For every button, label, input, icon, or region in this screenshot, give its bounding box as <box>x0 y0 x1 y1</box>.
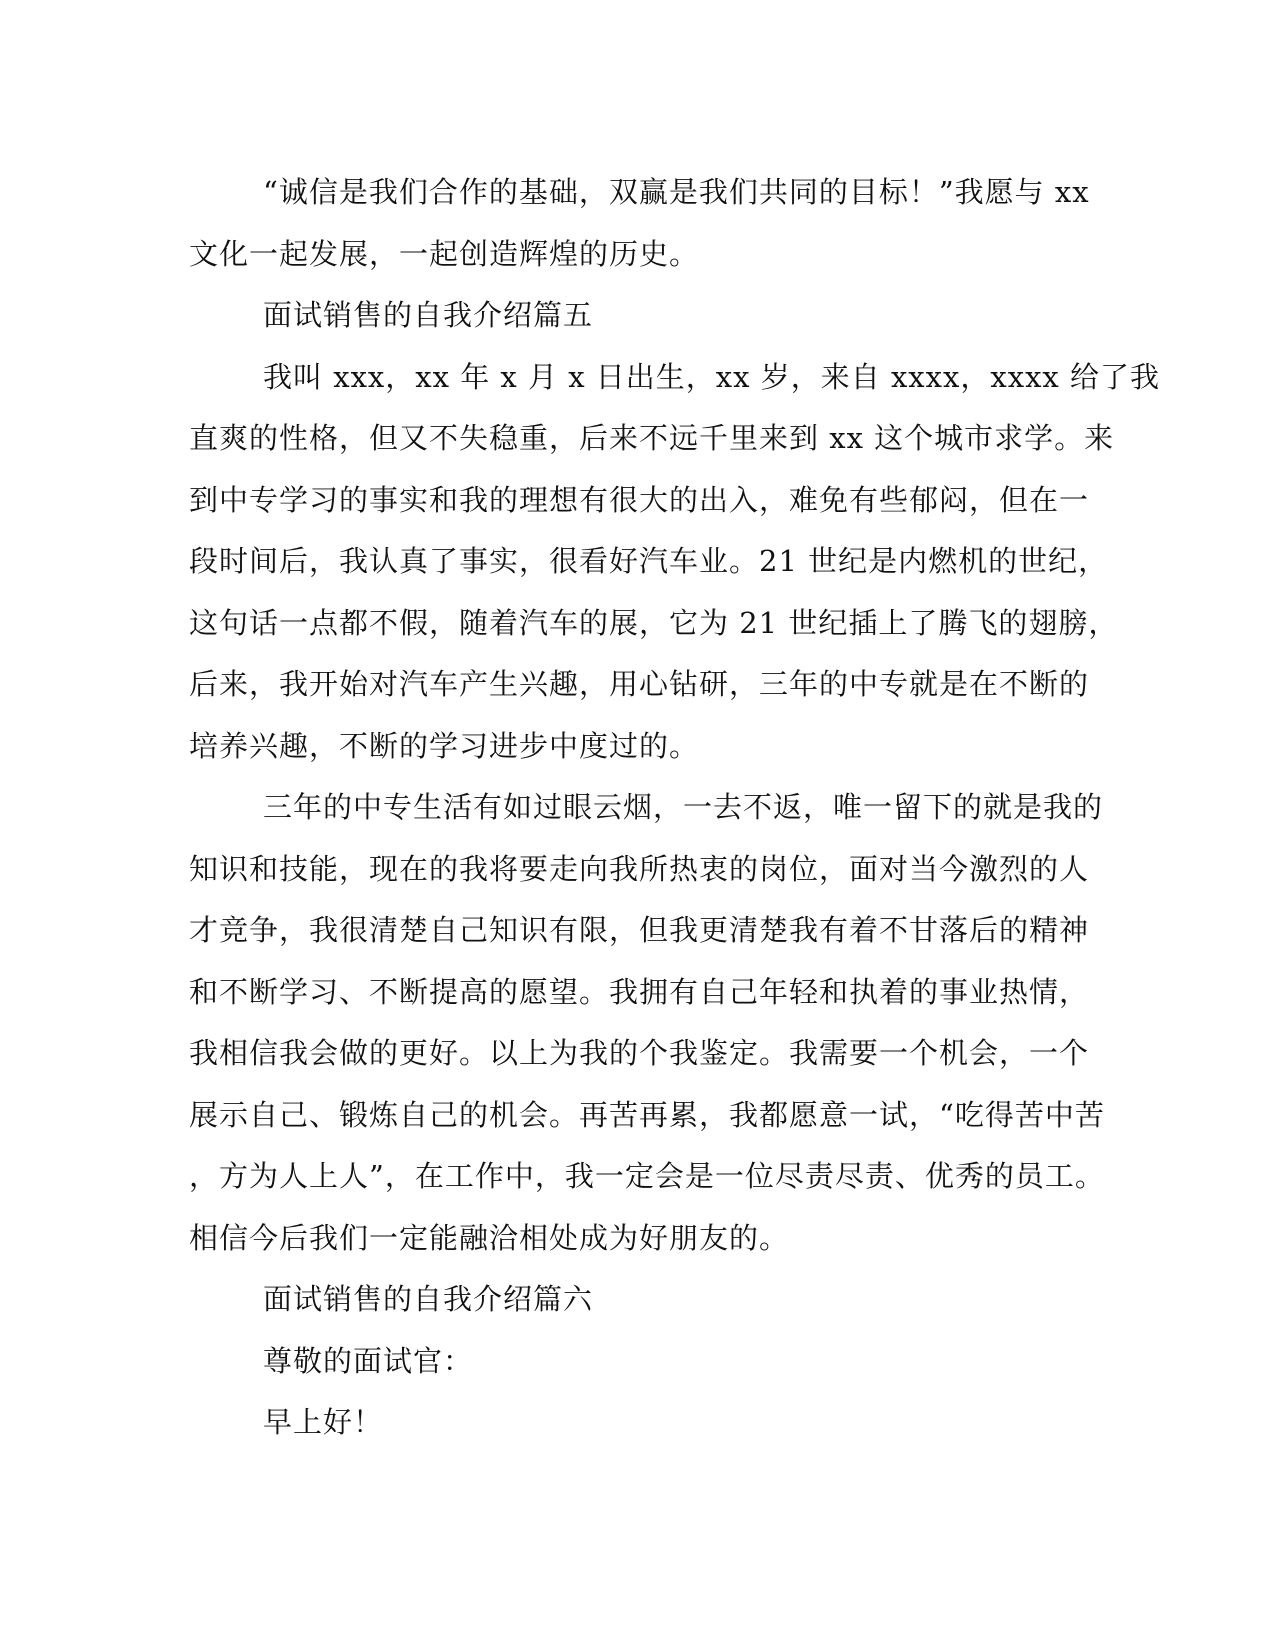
text-line: 和不断学习、不断提高的愿望。我拥有自己年轻和执着的事业热情， <box>189 974 1090 1009</box>
text-line: 我叫 xxx，xx 年 x 月 x 日出生，xx 岁，来自 xxxx，xxxx 给了我 <box>263 359 1160 394</box>
section-heading: 面试销售的自我介绍篇五 <box>263 298 594 332</box>
salutation: 尊敬的面试官： <box>263 1343 474 1378</box>
text-line: 到中专学习的事实和我的理想有很大的出入，难免有些郁闷，但在一 <box>189 482 1090 517</box>
text-line: 才竞争，我很清楚自己知识有限，但我更清楚我有着不甘落后的精神 <box>189 913 1090 947</box>
section-heading: 面试销售的自我介绍篇六 <box>263 1282 594 1316</box>
text-line: 这句话一点都不假，随着汽车的展，它为 21 世纪插上了腾飞的翅膀， <box>189 605 1119 640</box>
text-line: 段时间后，我认真了事实，很看好汽车业。21 世纪是内燃机的世纪， <box>189 544 1109 578</box>
text-line: 培养兴趣，不断的学习进步中度过的。 <box>189 728 700 763</box>
text-line: 知识和技能，现在的我将要走向我所热衷的岗位，面对当今激烈的人 <box>189 851 1090 886</box>
text-line: 直爽的性格，但又不失稳重，后来不远千里来到 xx 这个城市求学。来 <box>189 421 1115 455</box>
text-line: “诚信是我们合作的基础，双赢是我们共同的目标！”我愿与 xx <box>263 175 1090 209</box>
greeting: 早上好！ <box>263 1405 384 1439</box>
text-line: 展示自己、锻炼自己的机会。再苦再累，我都愿意一试，“吃得苦中苦 <box>189 1097 1105 1132</box>
text-line: ，方为人上人”，在工作中，我一定会是一位尽责尽责、优秀的员工。 <box>189 1159 1105 1193</box>
document-body <box>189 162 1160 1454</box>
text-line: 我相信我会做的更好。以上为我的个我鉴定。我需要一个机会，一个 <box>189 1036 1090 1070</box>
text-line: 三年的中专生活有如过眼云烟，一去不返，唯一留下的就是我的 <box>263 790 1104 824</box>
text-line: 相信今后我们一定能融洽相处成为好朋友的。 <box>189 1220 790 1255</box>
text-line: 后来，我开始对汽车产生兴趣，用心钻研，三年的中专就是在不断的 <box>189 667 1090 701</box>
text-line: 文化一起发展，一起创造辉煌的历史。 <box>189 236 700 271</box>
